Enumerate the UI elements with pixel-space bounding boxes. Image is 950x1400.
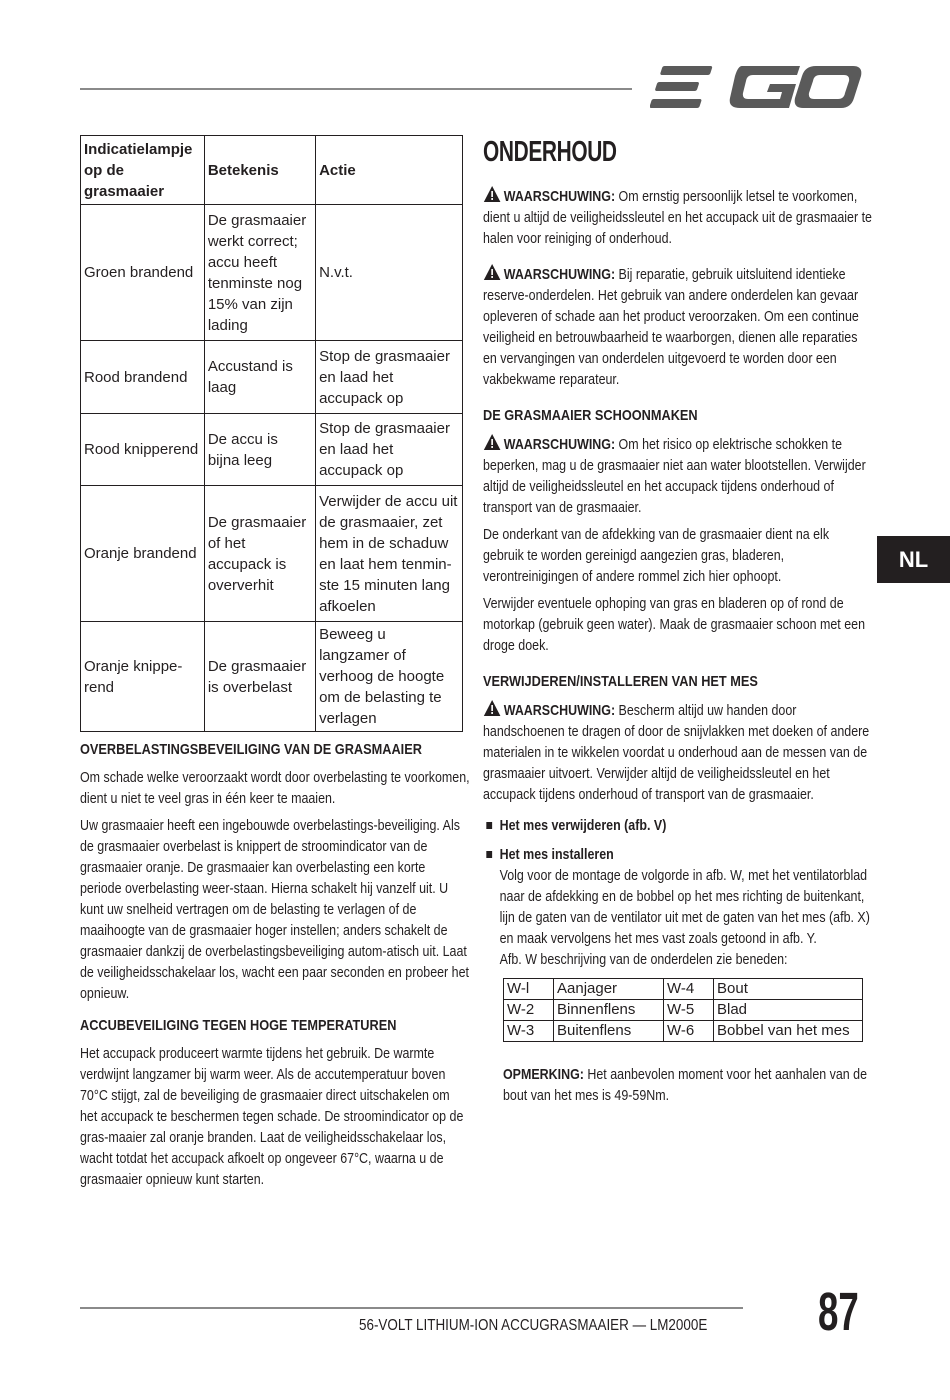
table-cell: Binnenflens <box>554 1000 664 1021</box>
table-cell: Rood brandend <box>81 341 205 414</box>
bullet-caption: Afb. W beschrijving van de onderdelen zie beneden: <box>499 951 788 968</box>
table-cell: De grasmaaier of het accupack is oververhit <box>204 486 315 622</box>
warning-text: Bij reparatie, gebruik uitsluitend identieke reserve-onderdelen. Het gebruik van andere onderdelen kan gevaar opleveren of schade aan het product veroorzaken. Om een continue veiligheid en betrouwbaarheid te waarborgen, dienen alle reparaties en vervangingen van onderdelen uitgevoerd te worden door een vakbekwame reparateur. <box>483 266 859 388</box>
warning-triangle-icon <box>483 263 501 281</box>
warning-block-1 <box>483 185 873 249</box>
table-cell: Accustand is laag <box>204 341 315 414</box>
table-row <box>81 414 463 486</box>
table-cell: N.v.t. <box>316 205 463 341</box>
right-column <box>483 135 873 1106</box>
table-cell: W-5 <box>664 1000 714 1021</box>
overload-paragraph-1: Om schade welke veroorzaakt wordt door overbelasting te voorkomen, dient u niet te veel gras in één keer te maaien. <box>80 769 470 807</box>
cleaning-paragraph-2: Verwijder eventuele ophoping van gras en bladeren op of rond de motorkap (gebruik geen water). Maak de grasmaaier schoon met een droge doek. <box>483 595 865 654</box>
warning-block-4 <box>483 699 873 805</box>
maintenance-title: ONDERHOUD <box>483 136 617 168</box>
note-label: OPMERKING: <box>503 1066 584 1083</box>
table-cell: W-6 <box>664 1021 714 1042</box>
note-block <box>503 1064 868 1106</box>
note-text: Het aanbevolen moment voor het aanhalen van de bout van het mes is 49-59Nm. <box>503 1066 868 1104</box>
table-row <box>81 622 463 732</box>
warning-text: Bescherm altijd uw handen door handschoenen te dragen of door de snijvlakken met doeken of andere materialen in te wikkelen voordat u onderhoud aan de messen van de grasmaaier uitvoert. Verwijder altijd de veiligheidssleutel en het accupack tijdens onderhoud of transport van de grasmaaier. <box>483 702 870 803</box>
table-cell: W-2 <box>504 1000 554 1021</box>
table-row <box>504 979 863 1000</box>
warning-label: WAARSCHUWING: <box>503 436 616 453</box>
temperature-heading: ACCUBEVEILIGING TEGEN HOGE TEMPERATUREN <box>80 1017 397 1034</box>
table-cell: Bobbel van het mes <box>714 1021 863 1042</box>
table-cell: De grasmaaier is overbelast <box>204 622 315 732</box>
ego-logo <box>650 62 862 112</box>
warning-text: Om het risico op elektrische schokken te beperken, mag u de grasmaaier niet aan water blootstellen. Verwijder altijd de veiligheidssleutel en het accupack tijdens onderhoud of transport van de grasmaaier. <box>483 436 866 516</box>
warning-text: Om ernstig persoonlijk letsel te voorkomen, dient u altijd de veiligheidssleutel en het accupack uit de grasmaaier te halen voor reiniging of onderhoud. <box>483 188 872 247</box>
language-tab-nl: NL <box>877 536 950 583</box>
warning-triangle-icon <box>483 433 501 451</box>
warning-triangle-icon <box>483 699 501 717</box>
table-cell: Blad <box>714 1000 863 1021</box>
warning-block-2 <box>483 263 873 390</box>
table-cell: Bout <box>714 979 863 1000</box>
blade-heading: VERWIJDEREN/INSTALLEREN VAN HET MES <box>483 673 758 690</box>
cleaning-paragraph-1: De onderkant van de afdekking van de grasmaaier dient na elk gebruik te worden gereinigd aangezien gras, bladeren, verontreinigingen of andere rommel zich hier ophoopt. <box>483 526 830 585</box>
table-cell: Aanjager <box>554 979 664 1000</box>
table-row <box>81 486 463 622</box>
bullet-title: Het mes installeren <box>499 846 614 863</box>
table-row <box>81 205 463 341</box>
header-rule <box>80 88 632 90</box>
table-cell: Oranje brandend <box>81 486 205 622</box>
table-cell: Beweeg u langzamer of verhoog de hoogte om de belasting te verlagen <box>316 622 463 732</box>
overload-paragraph-2: Uw grasmaaier heeft een ingebouwde overbelastings-beveiliging. Als de grasmaaier overbelast is knippert de stroomindicator van de grasmaaier oranje. De grasmaaier kan overbelasting een korte periode overbelasting weer-staan. Hierna schakelt hij vanzelf uit. U kunt uw snelheid vertragen om de belasting te verlagen of de maaihoogte van de grasmaaier hoger instellen; anders schakelt de grasmaaier dankzij de overbelastingsbeveiliging autom-atisch uit. Laat de veiligheidsschakelaar los, wacht een paar seconden en probeer het opnieuw. <box>80 817 469 1002</box>
table-cell: Verwijder de accu uit de grasmaaier, zet hem in de schaduw en laat hem tenmin-ste 15 minuten lang afkoelen <box>316 486 463 622</box>
table-cell: W-4 <box>664 979 714 1000</box>
warning-triangle-icon <box>483 185 501 203</box>
table-header-cell: Actie <box>316 136 463 205</box>
bullet-remove-blade <box>483 815 873 836</box>
table-cell: Buitenflens <box>554 1021 664 1042</box>
table-cell: W-3 <box>504 1021 554 1042</box>
temperature-paragraph: Het accupack produceert warmte tijdens het gebruik. De warmte verdwijnt langzamer bij warm weer. Als de accutemperatuur boven 70°C stijgt, zal de beveiliging de grasmaaier direct uitschakelen om het accupack te beschermen tegen schade. De stroomindicator op de gras-maaier zal oranje branden. Laat de veiligheidsschakelaar los, wacht totdat het accupack afkoelt op ongeveer 67°C, waarna u de grasmaaier opnieuw kunt starten. <box>80 1045 464 1188</box>
indicator-status-table <box>80 135 463 732</box>
table-cell: De accu is bijna leeg <box>204 414 315 486</box>
footer-rule <box>80 1307 743 1309</box>
table-row <box>504 1000 863 1021</box>
table-cell: Groen brandend <box>81 205 205 341</box>
table-cell: Stop de grasmaaier en laad het accupack op <box>316 341 463 414</box>
bullet-text: Volg voor de montage de volgorde in afb. W, met het ventilatorblad naar de afdekking en de bobbel op het mes richting de buitenkant, lijn de gaten van de ventilator uit met de gaten van het mes (afb. X) en maak vervolgens het mes vast zoals getoond in afb. Y. <box>499 867 870 947</box>
warning-label: WAARSCHUWING: <box>503 266 616 283</box>
table-cell: Rood knipperend <box>81 414 205 486</box>
footer-product-title: 56-VOLT LITHIUM-ION ACCUGRASMAAIER — LM2000E <box>359 1317 708 1334</box>
parts-table <box>503 978 863 1042</box>
table-header-cell: Betekenis <box>204 136 315 205</box>
table-row <box>504 1021 863 1042</box>
table-cell: Oranje knippe-rend <box>81 622 205 732</box>
page-number: 87 <box>818 1282 859 1342</box>
table-cell: Stop de grasmaaier en laad het accupack op <box>316 414 463 486</box>
left-column <box>80 738 470 1196</box>
table-row <box>81 341 463 414</box>
warning-block-3 <box>483 433 873 518</box>
table-header-row <box>81 136 463 205</box>
bullet-install-blade <box>483 844 873 970</box>
cleaning-heading: DE GRASMAAIER SCHOONMAKEN <box>483 407 698 424</box>
table-cell: W-l <box>504 979 554 1000</box>
table-cell: De grasmaaier werkt correct; accu heeft tenminste nog 15% van zijn lading <box>204 205 315 341</box>
overload-heading: OVERBELASTINGSBEVEILIGING VAN DE GRASMAAIER <box>80 741 422 758</box>
bullet-title: Het mes verwijderen (afb. V) <box>499 817 667 834</box>
table-header-cell: Indicatielampje op de grasmaaier <box>81 136 205 205</box>
warning-label: WAARSCHUWING: <box>503 702 616 719</box>
warning-label: WAARSCHUWING: <box>503 188 616 205</box>
